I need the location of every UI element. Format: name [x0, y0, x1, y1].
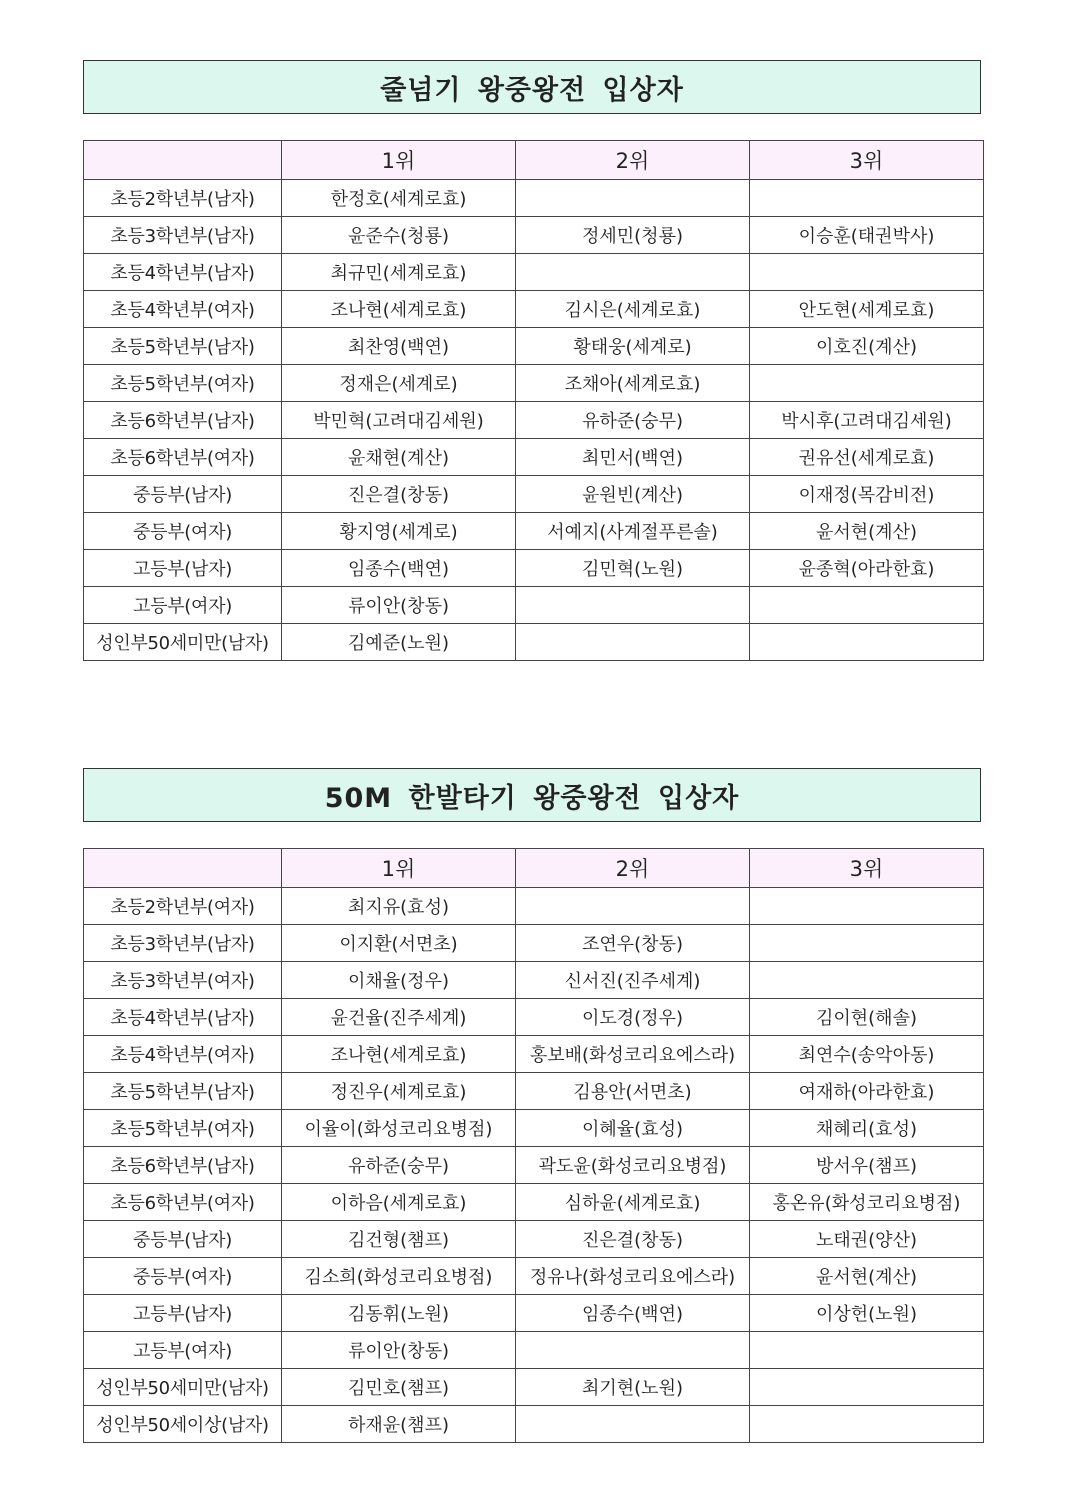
third-place-cell: 안도현(세계로효) [750, 291, 984, 328]
second-place-cell: 서예지(사계절푸른솔) [516, 513, 750, 550]
second-place-cell [516, 587, 750, 624]
category-cell: 초등6학년부(남자) [84, 402, 282, 439]
first-place-cell: 이하음(세계로효) [282, 1184, 516, 1221]
category-cell: 초등3학년부(여자) [84, 962, 282, 999]
second-place-cell: 황태웅(세계로) [516, 328, 750, 365]
third-place-cell [750, 587, 984, 624]
header-third-place: 3위 [750, 849, 984, 888]
category-cell: 초등5학년부(여자) [84, 365, 282, 402]
category-cell: 초등6학년부(남자) [84, 1147, 282, 1184]
header-row [84, 141, 984, 180]
first-place-cell: 최찬영(백연) [282, 328, 516, 365]
header-third-place: 3위 [750, 141, 984, 180]
table-row [84, 1110, 984, 1147]
category-cell: 초등6학년부(여자) [84, 1184, 282, 1221]
table-row [84, 624, 984, 661]
third-place-cell [750, 180, 984, 217]
second-place-cell [516, 180, 750, 217]
first-place-cell: 조나현(세계로효) [282, 1036, 516, 1073]
table-row [84, 962, 984, 999]
first-place-cell: 류이안(창동) [282, 587, 516, 624]
table-row [84, 254, 984, 291]
table-row [84, 291, 984, 328]
category-cell: 초등4학년부(남자) [84, 999, 282, 1036]
second-place-cell: 이혜율(효성) [516, 1110, 750, 1147]
first-place-cell: 김동휘(노원) [282, 1295, 516, 1332]
third-place-cell: 권유선(세계로효) [750, 439, 984, 476]
second-place-cell: 심하윤(세계로효) [516, 1184, 750, 1221]
category-cell: 초등6학년부(여자) [84, 439, 282, 476]
category-cell: 중등부(여자) [84, 1258, 282, 1295]
second-place-cell: 최기현(노원) [516, 1369, 750, 1406]
header-first-place: 1위 [282, 849, 516, 888]
section2-title: 50M 한발타기 왕중왕전 입상자 [83, 768, 981, 822]
header-category [84, 849, 282, 888]
second-place-cell [516, 254, 750, 291]
table-row [84, 1369, 984, 1406]
third-place-cell: 이호진(계산) [750, 328, 984, 365]
first-place-cell: 김예준(노원) [282, 624, 516, 661]
first-place-cell: 하재윤(챔프) [282, 1406, 516, 1443]
third-place-cell: 이재정(목감비전) [750, 476, 984, 513]
third-place-cell: 이승훈(태권박사) [750, 217, 984, 254]
first-place-cell: 최규민(세계로효) [282, 254, 516, 291]
table-row [84, 439, 984, 476]
header-second-place: 2위 [516, 141, 750, 180]
third-place-cell: 박시후(고려대김세원) [750, 402, 984, 439]
second-place-cell [516, 1406, 750, 1443]
second-place-cell [516, 624, 750, 661]
table-row [84, 365, 984, 402]
second-place-cell: 김용안(서면초) [516, 1073, 750, 1110]
first-place-cell: 임종수(백연) [282, 550, 516, 587]
table-row [84, 328, 984, 365]
third-place-cell [750, 925, 984, 962]
header-second-place: 2위 [516, 849, 750, 888]
table-row [84, 550, 984, 587]
first-place-cell: 유하준(숭무) [282, 1147, 516, 1184]
third-place-cell [750, 1369, 984, 1406]
table-row [84, 925, 984, 962]
first-place-cell: 정진우(세계로효) [282, 1073, 516, 1110]
second-place-cell: 조연우(창동) [516, 925, 750, 962]
category-cell: 초등4학년부(여자) [84, 291, 282, 328]
category-cell: 초등5학년부(남자) [84, 328, 282, 365]
second-place-cell: 유하준(숭무) [516, 402, 750, 439]
third-place-cell [750, 624, 984, 661]
first-place-cell: 김소희(화성코리요병점) [282, 1258, 516, 1295]
third-place-cell: 여재하(아라한효) [750, 1073, 984, 1110]
table-row [84, 1184, 984, 1221]
first-place-cell: 진은결(창동) [282, 476, 516, 513]
second-place-cell: 곽도윤(화성코리요병점) [516, 1147, 750, 1184]
category-cell: 초등5학년부(남자) [84, 1073, 282, 1110]
table-row [84, 476, 984, 513]
third-place-cell: 이상헌(노원) [750, 1295, 984, 1332]
table-row [84, 1221, 984, 1258]
category-cell: 성인부50세미만(남자) [84, 624, 282, 661]
first-place-cell: 정재은(세계로) [282, 365, 516, 402]
second-place-cell: 김시은(세계로효) [516, 291, 750, 328]
second-place-cell: 조채아(세계로효) [516, 365, 750, 402]
category-cell: 고등부(남자) [84, 550, 282, 587]
category-cell: 초등4학년부(남자) [84, 254, 282, 291]
category-cell: 초등2학년부(남자) [84, 180, 282, 217]
category-cell: 고등부(여자) [84, 1332, 282, 1369]
first-place-cell: 박민혁(고려대김세원) [282, 402, 516, 439]
third-place-cell: 방서우(챔프) [750, 1147, 984, 1184]
second-place-cell: 진은결(창동) [516, 1221, 750, 1258]
first-place-cell: 황지영(세계로) [282, 513, 516, 550]
second-place-cell: 정세민(청룡) [516, 217, 750, 254]
table-row [84, 999, 984, 1036]
category-cell: 성인부50세미만(남자) [84, 1369, 282, 1406]
first-place-cell: 류이안(창동) [282, 1332, 516, 1369]
first-place-cell: 한정호(세계로효) [282, 180, 516, 217]
table-row [84, 888, 984, 925]
third-place-cell: 김이현(해솔) [750, 999, 984, 1036]
category-cell: 고등부(남자) [84, 1295, 282, 1332]
second-place-cell [516, 1332, 750, 1369]
third-place-cell: 윤서현(계산) [750, 513, 984, 550]
category-cell: 초등3학년부(남자) [84, 217, 282, 254]
one-leg-hop-results-table [83, 848, 984, 1443]
second-place-cell: 이도경(정우) [516, 999, 750, 1036]
table-row [84, 180, 984, 217]
first-place-cell: 김민호(챔프) [282, 1369, 516, 1406]
third-place-cell [750, 1406, 984, 1443]
second-place-cell: 정유나(화성코리요에스라) [516, 1258, 750, 1295]
first-place-cell: 최지유(효성) [282, 888, 516, 925]
category-cell: 초등3학년부(남자) [84, 925, 282, 962]
table-row [84, 513, 984, 550]
header-first-place: 1위 [282, 141, 516, 180]
third-place-cell [750, 365, 984, 402]
third-place-cell: 윤서현(계산) [750, 1258, 984, 1295]
second-place-cell: 윤원빈(계산) [516, 476, 750, 513]
table-row [84, 1332, 984, 1369]
first-place-cell: 조나현(세계로효) [282, 291, 516, 328]
second-place-cell: 홍보배(화성코리요에스라) [516, 1036, 750, 1073]
category-cell: 초등2학년부(여자) [84, 888, 282, 925]
second-place-cell: 김민혁(노원) [516, 550, 750, 587]
first-place-cell: 김건형(챔프) [282, 1221, 516, 1258]
jump-rope-results-table [83, 140, 984, 661]
table-row [84, 1406, 984, 1443]
second-place-cell: 최민서(백연) [516, 439, 750, 476]
category-cell: 성인부50세이상(남자) [84, 1406, 282, 1443]
first-place-cell: 윤건율(진주세계) [282, 999, 516, 1036]
header-category [84, 141, 282, 180]
third-place-cell: 윤종혁(아라한효) [750, 550, 984, 587]
third-place-cell: 채혜리(효성) [750, 1110, 984, 1147]
third-place-cell: 최연수(송악아동) [750, 1036, 984, 1073]
third-place-cell: 홍온유(화성코리요병점) [750, 1184, 984, 1221]
third-place-cell: 노태권(양산) [750, 1221, 984, 1258]
table-row [84, 1295, 984, 1332]
category-cell: 초등4학년부(여자) [84, 1036, 282, 1073]
second-place-cell: 신서진(진주세계) [516, 962, 750, 999]
table-row [84, 587, 984, 624]
third-place-cell [750, 962, 984, 999]
first-place-cell: 윤채현(계산) [282, 439, 516, 476]
first-place-cell: 이채율(정우) [282, 962, 516, 999]
third-place-cell [750, 888, 984, 925]
first-place-cell: 이지환(서면초) [282, 925, 516, 962]
table-row [84, 1147, 984, 1184]
category-cell: 고등부(여자) [84, 587, 282, 624]
header-row [84, 849, 984, 888]
table-row [84, 1036, 984, 1073]
category-cell: 중등부(남자) [84, 476, 282, 513]
first-place-cell: 이율이(화성코리요병점) [282, 1110, 516, 1147]
table-row [84, 217, 984, 254]
category-cell: 중등부(남자) [84, 1221, 282, 1258]
table-row [84, 1073, 984, 1110]
table-row [84, 1258, 984, 1295]
first-place-cell: 윤준수(청룡) [282, 217, 516, 254]
second-place-cell [516, 888, 750, 925]
category-cell: 중등부(여자) [84, 513, 282, 550]
third-place-cell [750, 254, 984, 291]
table-row [84, 402, 984, 439]
second-place-cell: 임종수(백연) [516, 1295, 750, 1332]
section1-title: 줄넘기 왕중왕전 입상자 [83, 60, 981, 114]
category-cell: 초등5학년부(여자) [84, 1110, 282, 1147]
third-place-cell [750, 1332, 984, 1369]
